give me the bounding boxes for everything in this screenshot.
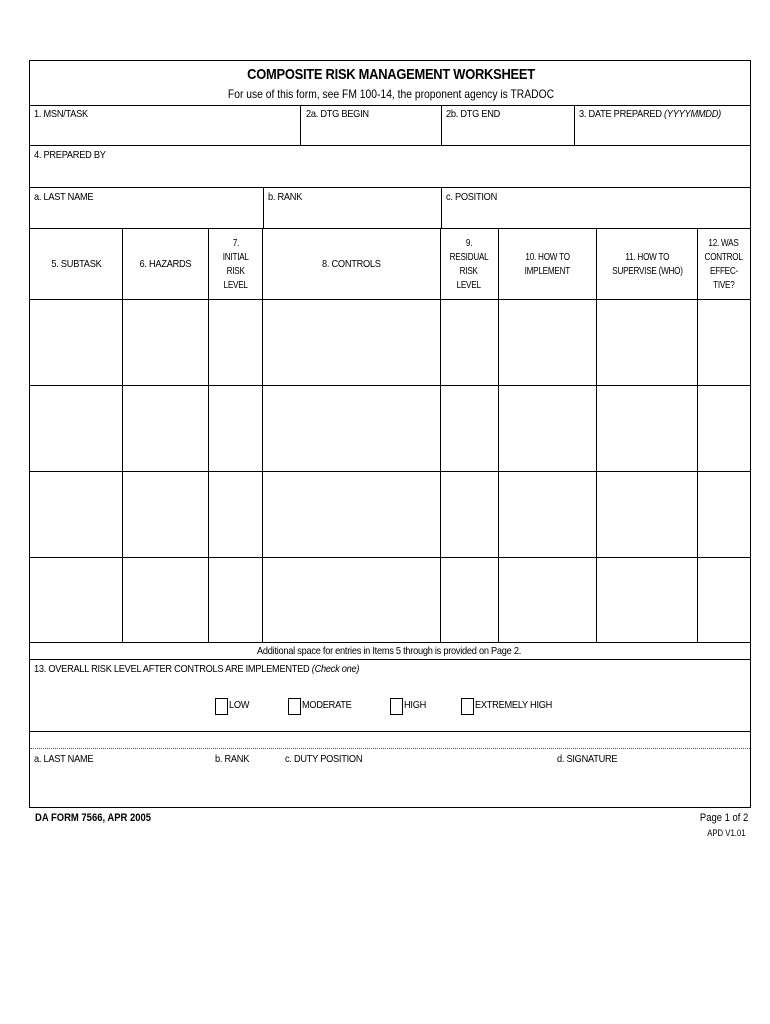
col-controls-header: 8. CONTROLS [322,258,381,270]
prepared-position-label: c. POSITION [446,191,498,203]
prepared-rank-label: b. RANK [268,191,303,203]
approver-duty-position-field[interactable] [282,769,552,805]
extremely-high-option-label: EXTREMELY HIGH [475,699,553,711]
dtg-begin-label: 2a. DTG BEGIN [306,108,369,120]
approver-rank-field[interactable] [212,769,280,805]
col-residual-risk-header: 9. RESIDUAL RISK LEVEL [450,237,489,291]
dtg-end-field[interactable] [443,121,572,143]
extremely-high-checkbox[interactable] [461,698,474,715]
table-row[interactable] [30,558,750,642]
prepared-last-name-label: a. LAST NAME [34,191,94,203]
dtg-begin-field[interactable] [302,121,439,143]
approver-last-name-field[interactable] [32,769,208,805]
prepared-last-name-field[interactable] [32,206,261,226]
low-option-label: LOW [229,699,250,711]
additional-space-note: Additional space for entries in Items 5 through is provided on Page 2. [257,645,522,657]
col-hazards-header: 6. HAZARDS [139,258,192,270]
approver-signature-field[interactable] [554,769,748,805]
date-prepared-label: 3. DATE PREPARED (YYYYMMDD) [579,108,721,120]
form-title: COMPOSITE RISK MANAGEMENT WORKSHEET [247,66,535,83]
msn-task-field[interactable] [32,121,298,143]
col-initial-risk-header: 7. INITIAL RISK LEVEL [222,237,249,291]
prepared-position-field[interactable] [443,206,748,226]
msn-task-label: 1. MSN/TASK [34,108,88,120]
date-prepared-field[interactable] [576,121,748,143]
moderate-checkbox[interactable] [288,698,301,715]
risk-worksheet-form [29,60,751,808]
approver-duty-position-label: c. DUTY POSITION [285,753,363,765]
col-subtask-header: 5. SUBTASK [50,258,102,270]
moderate-option-label: MODERATE [302,699,352,711]
form-id: DA FORM 7566, APR 2005 [35,812,152,824]
col-how-to-implement-header: 10. HOW TO IMPLEMENT [524,251,571,277]
approver-rank-label: b. RANK [215,753,250,765]
table-row[interactable] [30,386,750,471]
col-how-to-supervise-header: 11. HOW TO SUPERVISE (WHO) [611,251,683,277]
table-row[interactable] [30,472,750,557]
page-number: Page 1 of 2 [699,812,748,824]
approver-last-name-label: a. LAST NAME [34,753,94,765]
table-row[interactable] [30,300,750,385]
low-checkbox[interactable] [215,698,228,715]
col-control-effective-header: 12. WAS CONTROL EFFEC- TIVE? [704,237,744,291]
form-version: APD V1.01 [707,828,746,838]
high-checkbox[interactable] [390,698,403,715]
prepared-rank-field[interactable] [265,206,439,226]
high-option-label: HIGH [404,699,427,711]
approver-signature-label: d. SIGNATURE [557,753,618,765]
dtg-end-label: 2b. DTG END [446,108,501,120]
prepared-by-label: 4. PREPARED BY [34,149,106,161]
form-subtitle: For use of this form, see FM 100-14, the proponent agency is TRADOC [227,87,555,101]
overall-risk-label: 13. OVERALL RISK LEVEL AFTER CONTROLS ARE IMPLEMENTED (Check one) [34,663,360,675]
